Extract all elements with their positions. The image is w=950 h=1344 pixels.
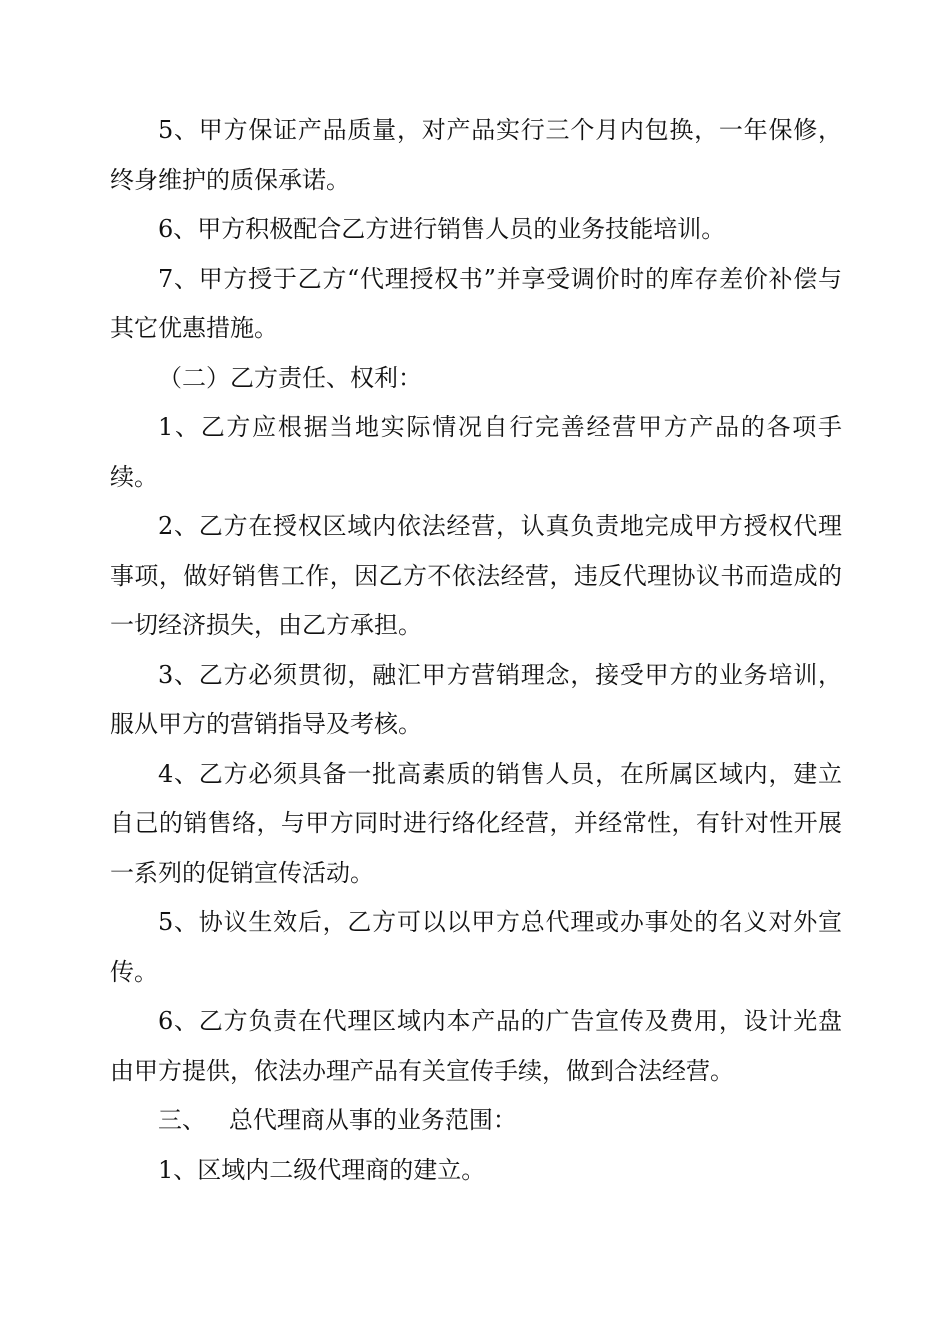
paragraph-a5: 5、甲方保证产品质量，对产品实行三个月内包换，一年保修，终身维护的质保承诺。 bbox=[110, 116, 842, 194]
document-page bbox=[110, 106, 842, 1195]
section-3-heading: 三、 总代理商从事的业务范围： bbox=[158, 1106, 517, 1134]
paragraph-a7: 7、甲方授于乙方“代理授权书”并享受调价时的库存差价补偿与其它优惠措施。 bbox=[110, 264, 842, 342]
paragraph-b5: 5、协议生效后，乙方可以以甲方总代理或办事处的名义对外宣传。 bbox=[110, 908, 842, 986]
paragraph-b6: 6、乙方负责在代理区域内本产品的广告宣传及费用，设计光盘由甲方提供，依法办理产品有关宣传手续，做到合法经营。 bbox=[110, 1007, 842, 1085]
paragraph-b4: 4、乙方必须具备一批高素质的销售人员，在所属区域内，建立自己的销售络，与甲方同时进行络化经营，并经常性，有针对性开展一系列的促销宣传活动。 bbox=[110, 759, 842, 887]
section-b-heading: （二）乙方责任、权利： bbox=[158, 363, 422, 392]
paragraph-c1: 1、区域内二级代理商的建立。 bbox=[158, 1155, 486, 1184]
paragraph-b3: 3、乙方必须贯彻，融汇甲方营销理念，接受甲方的业务培训，服从甲方的营销指导及考核。 bbox=[110, 660, 842, 738]
paragraph-a6: 6、甲方积极配合乙方进行销售人员的业务技能培训。 bbox=[158, 215, 726, 243]
paragraph-b1: 1、乙方应根据当地实际情况自行完善经营甲方产品的各项手续。 bbox=[110, 413, 842, 491]
paragraph-b2: 2、乙方在授权区域内依法经营，认真负责地完成甲方授权代理事项，做好销售工作，因乙方不依法经营，违反代理协议书而造成的一切经济损失，由乙方承担。 bbox=[110, 512, 842, 639]
